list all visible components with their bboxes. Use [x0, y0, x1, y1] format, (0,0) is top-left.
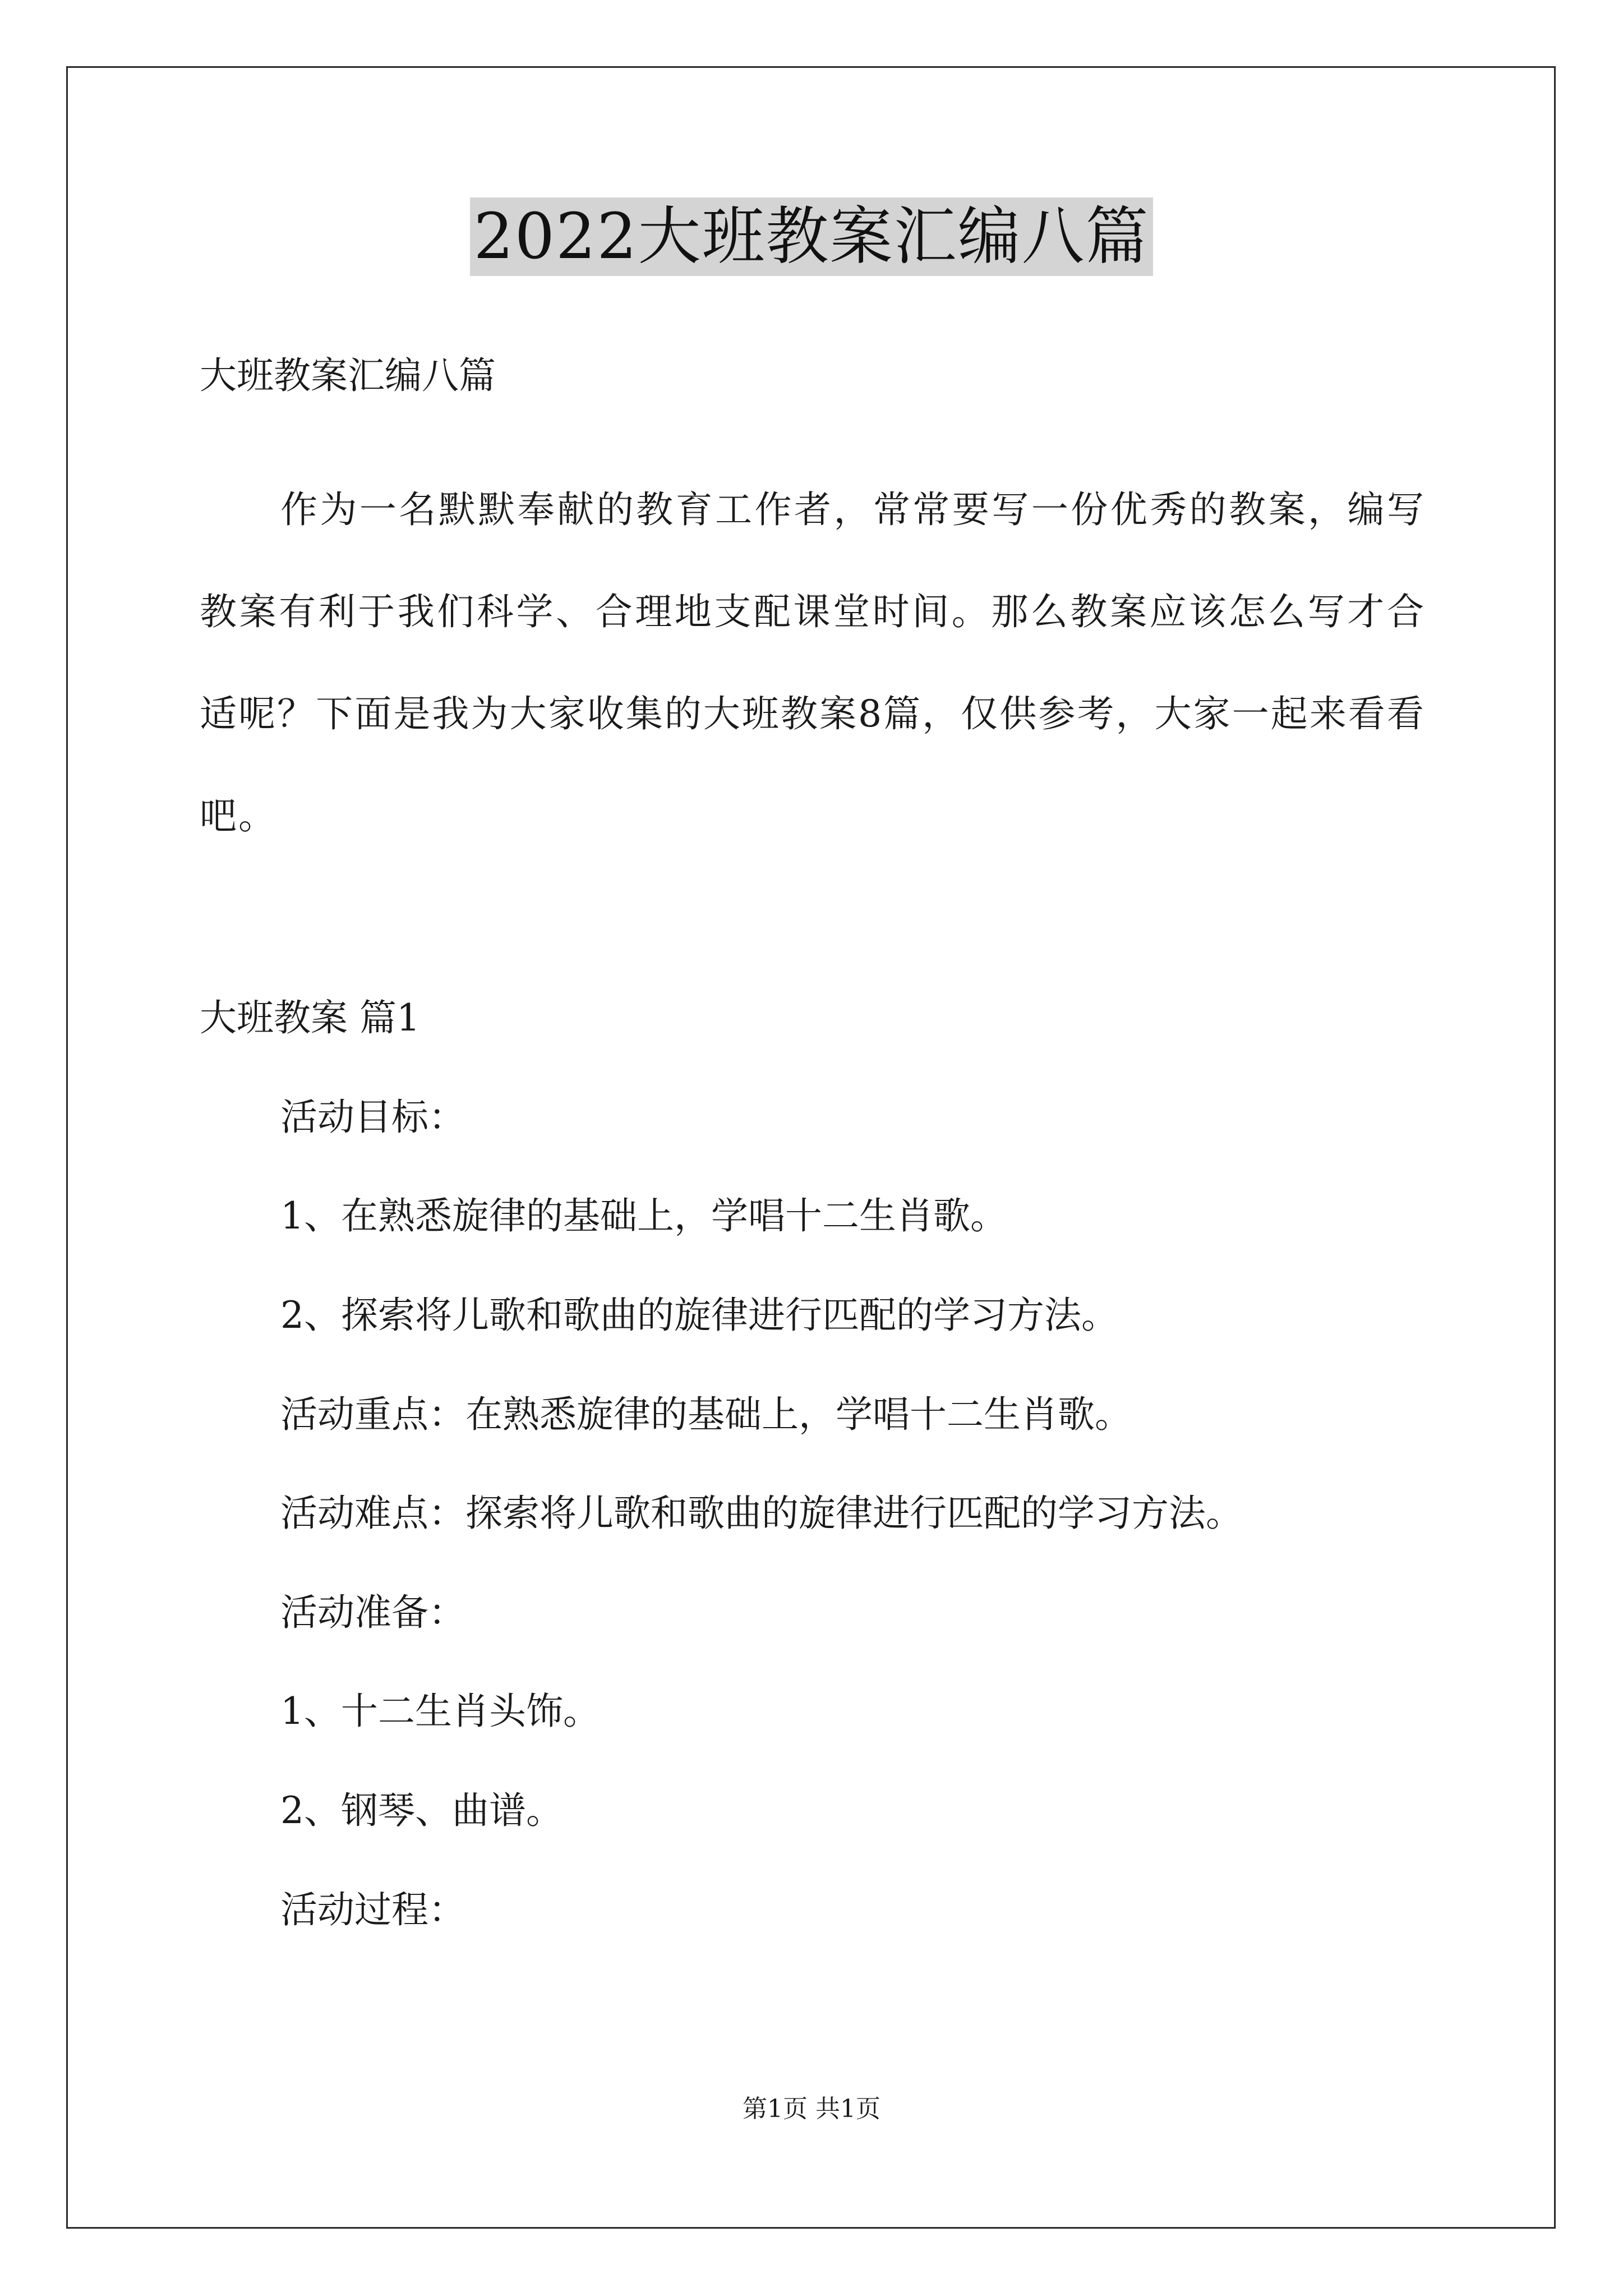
body-line: 活动难点：探索将儿歌和歌曲的旋律进行匹配的学习方法。	[280, 1492, 1243, 1535]
body-line: 活动重点：在熟悉旋律的基础上，学唱十二生肖歌。	[280, 1393, 1132, 1436]
document-subtitle: 大班教案汇编八篇	[200, 354, 496, 397]
document-title: 2022大班教案汇编八篇	[470, 197, 1152, 276]
body-line: 2、探索将儿歌和歌曲的旋律进行匹配的学习方法。	[280, 1294, 1118, 1337]
body-line: 1、在熟悉旋律的基础上，学唱十二生肖歌。	[280, 1194, 1007, 1237]
body-line: 活动准备：	[280, 1591, 465, 1634]
body-line: 1、十二生肖头饰。	[280, 1690, 600, 1733]
body-line: 活动过程：	[280, 1888, 465, 1931]
intro-paragraph: 作为一名默默奉献的教育工作者，常常要写一份优秀的教案，编写教案有利于我们科学、合理地支配课堂时间。那么教案应该怎么写才合适呢？下面是我为大家收集的大班教案8篇，仅供参考，大家一起来看看吧。	[200, 488, 1426, 838]
body-line: 活动目标：	[280, 1096, 465, 1139]
page-footer: 第1页 共1页	[743, 2095, 880, 2123]
body-line: 2、钢琴、曲谱。	[280, 1789, 563, 1832]
title-container	[0, 197, 1623, 276]
section-heading: 大班教案 篇1	[200, 996, 420, 1039]
